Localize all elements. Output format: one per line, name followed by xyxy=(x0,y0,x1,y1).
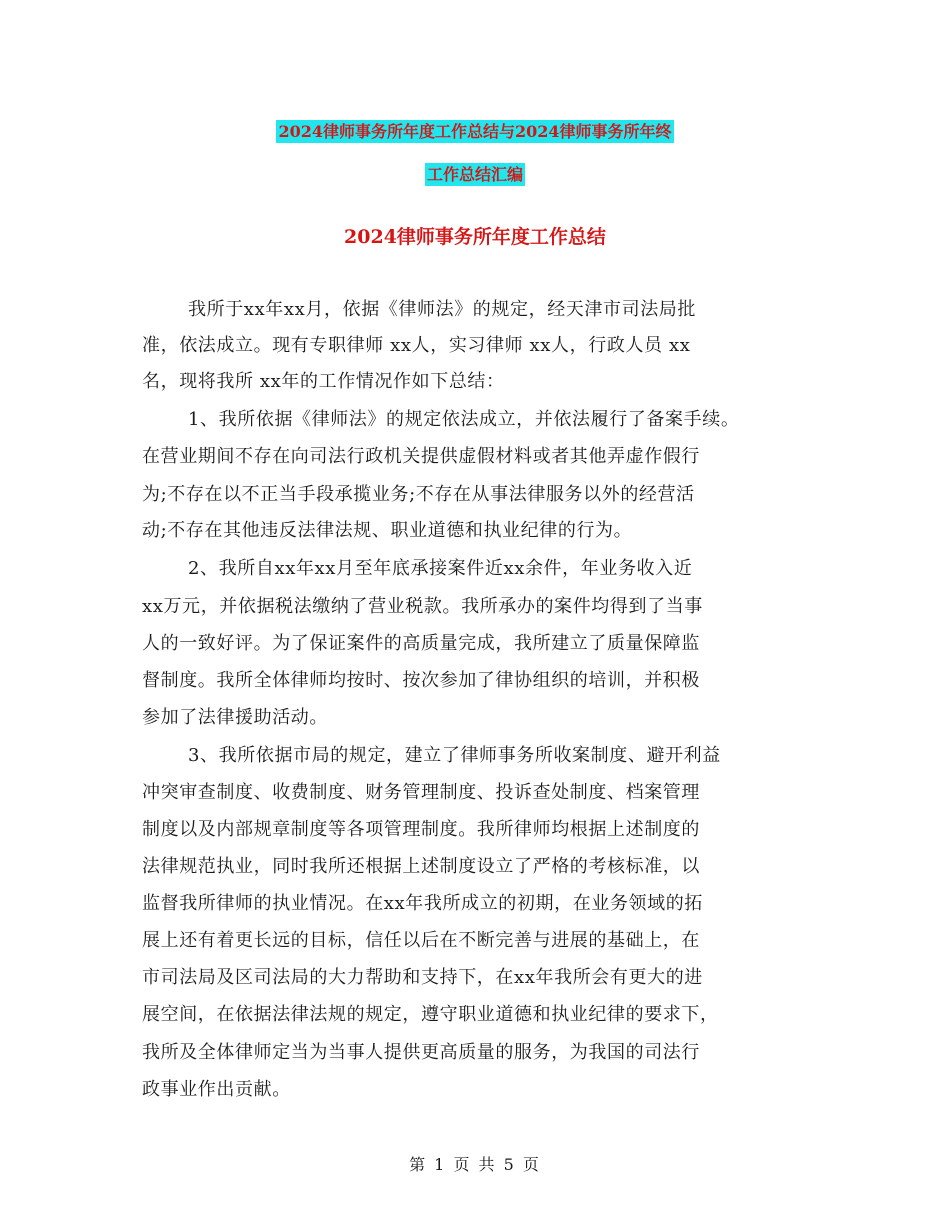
body-line: 参加了法律援助活动。 xyxy=(142,707,328,728)
body-line: 准，依法成立。现有专职律师 xx人，实习律师 xx人，行政人员 xx xyxy=(142,335,691,356)
body-line: 名，现将我所 xx年的工作情况作如下总结： xyxy=(142,371,505,392)
body-line: 市司法局及区司法局的大力帮助和支持下，在xx年我所会有更大的进 xyxy=(142,967,703,988)
page-footer: 第 1 页 共 5 页 xyxy=(409,1155,541,1174)
body-line: 在营业期间不存在向司法行政机关提供虚假材料或者其他弄虚作假行 xyxy=(142,446,700,467)
body-line: 法律规范执业，同时我所还根据上述制度设立了严格的考核标准，以 xyxy=(142,856,700,877)
body-line: 制度以及内部规章制度等各项管理制度。我所律师均根据上述制度的 xyxy=(142,819,700,840)
body-line: 我所及全体律师定当为当事人提供更高质量的服务，为我国的司法行 xyxy=(142,1042,700,1063)
body-line: 展空间，在依据法律法规的规定，遵守职业道德和执业纪律的要求下， xyxy=(142,1004,719,1025)
body-line: 展上还有着更长远的目标，信任以后在不断完善与进展的基础上，在 xyxy=(142,930,700,951)
section-heading: 2024律师事务所年度工作总结 xyxy=(344,226,606,248)
body-line: 2、我所自xx年xx月至年底承接案件近xx余件，年业务收入近 xyxy=(188,558,693,579)
body-line: 为;不存在以不正当手段承揽业务;不存在从事法律服务以外的经营活 xyxy=(142,484,695,505)
body-line: 政事业作出贡献。 xyxy=(142,1079,291,1100)
body-line: 人的一致好评。为了保证案件的高质量完成，我所建立了质量保障监 xyxy=(142,633,700,654)
document-title-line1: 2024律师事务所年度工作总结与2024律师事务所年终 xyxy=(278,122,672,141)
body-line: 督制度。我所全体律师均按时、按次参加了律协组织的培训，并积极 xyxy=(142,670,700,691)
body-line: 冲突审查制度、收费制度、财务管理制度、投诉查处制度、档案管理 xyxy=(142,782,700,803)
document-title-line2: 工作总结汇编 xyxy=(426,165,523,184)
body-line: 动;不存在其他违反法律法规、职业道德和执业纪律的行为。 xyxy=(142,520,633,541)
body-line: 3、我所依据市局的规定，建立了律师事务所收案制度、避开利益 xyxy=(188,745,721,766)
body-line: 监督我所律师的执业情况。在xx年我所成立的初期，在业务领域的拓 xyxy=(142,893,703,914)
body-line: 我所于xx年xx月，依据《律师法》的规定，经天津市司法局批 xyxy=(188,299,697,320)
body-line: 1、我所依据《律师法》的规定依法成立，并依法履行了备案手续。 xyxy=(188,409,740,430)
body-line: xx万元，并依据税法缴纳了营业税款。我所承办的案件均得到了当事 xyxy=(142,596,703,617)
